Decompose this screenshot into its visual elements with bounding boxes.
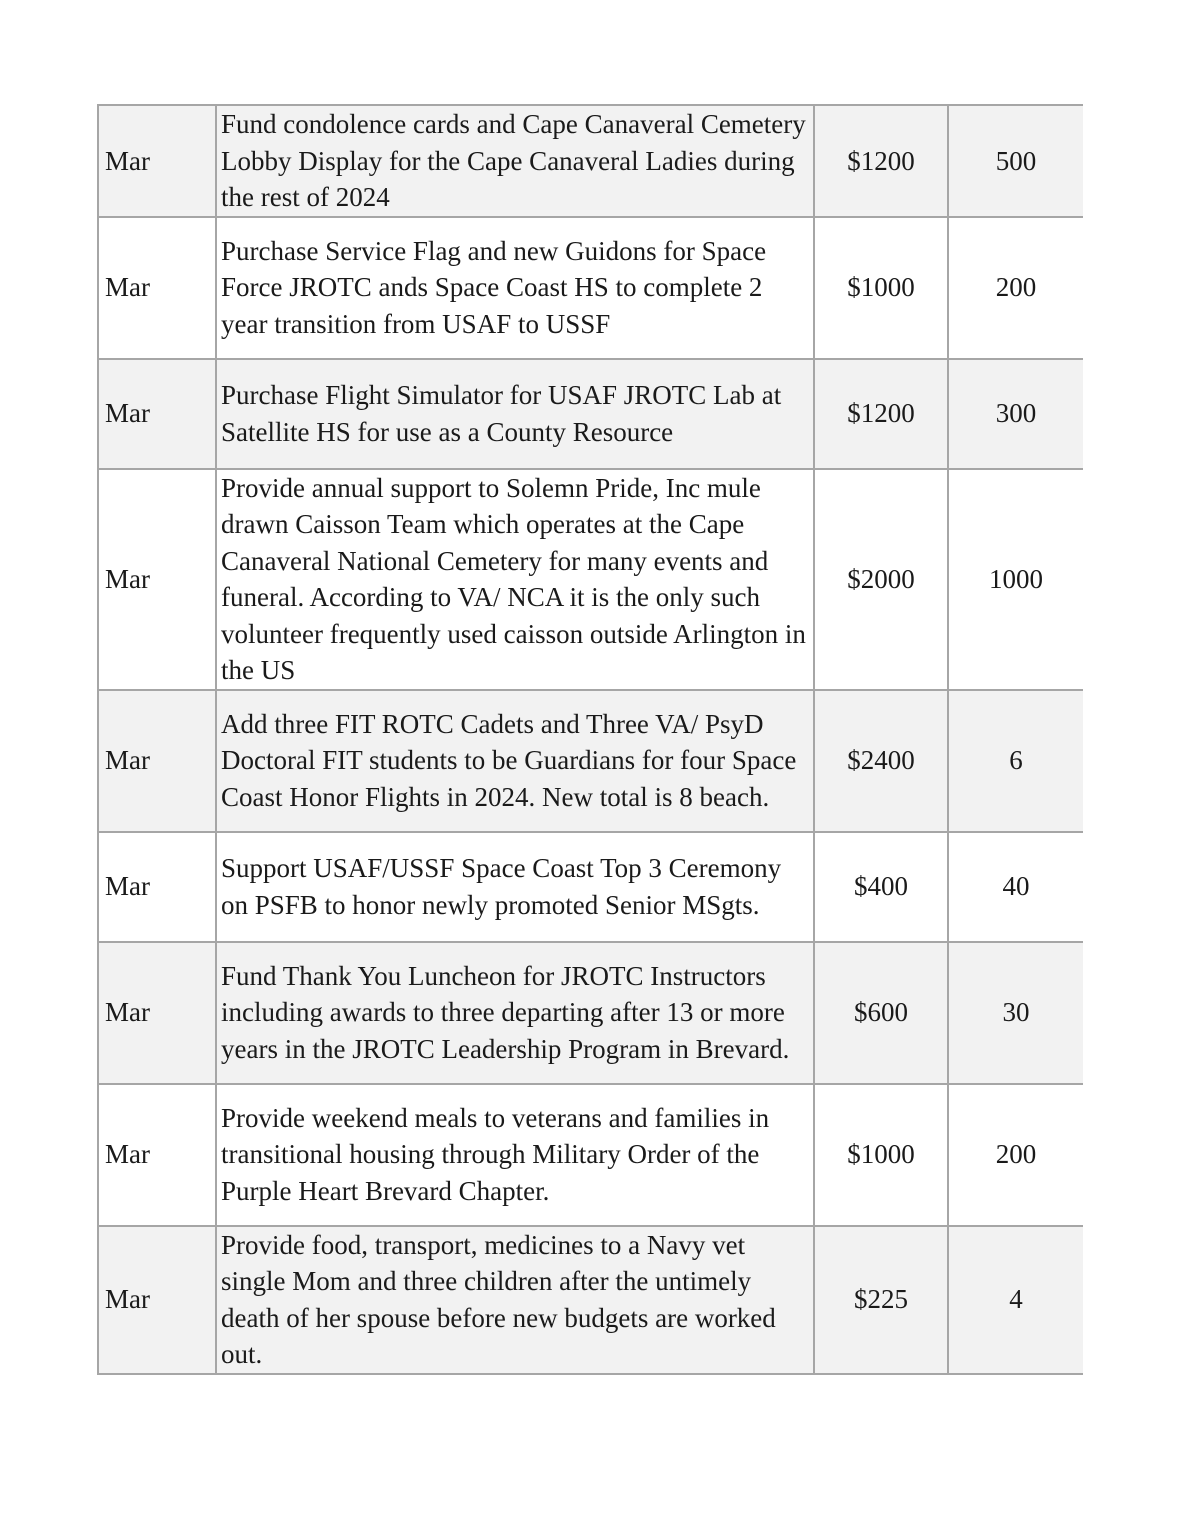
row-description <box>216 469 814 690</box>
row-description-text: Support USAF/USSF Space Coast Top 3 Ceremony on PSFB to honor newly promoted Senior MSgts. <box>221 853 782 920</box>
row-count: 300 <box>948 359 1083 469</box>
row-amount: $1000 <box>814 1084 948 1226</box>
row-month: Mar <box>98 832 216 942</box>
row-description-text: Add three FIT ROTC Cadets and Three VA/ PsyD Doctoral FIT students to be Guardians for four Space Coast Honor Flights in 2024. New total is 8 beach. <box>221 708 797 812</box>
table-row <box>98 1084 1083 1226</box>
row-amount: $1200 <box>814 359 948 469</box>
row-month: Mar <box>98 942 216 1084</box>
table-row <box>98 832 1083 942</box>
row-description-text: Purchase Flight Simulator for USAF JROTC Lab at Satellite HS for use as a County Resource <box>221 380 782 447</box>
row-count: 1000 <box>948 469 1083 690</box>
table-row <box>98 1226 1083 1374</box>
table-row <box>98 359 1083 469</box>
row-description <box>216 690 814 832</box>
row-description-text: Provide weekend meals to veterans and families in transitional housing through Military Order of the Purple Heart Brevard Chapter. <box>221 1102 770 1206</box>
row-count: 200 <box>948 1084 1083 1226</box>
row-count: 40 <box>948 832 1083 942</box>
row-description <box>216 105 814 217</box>
row-amount: $1000 <box>814 217 948 359</box>
row-description <box>216 217 814 359</box>
row-amount: $600 <box>814 942 948 1084</box>
table-row <box>98 105 1083 217</box>
table-row <box>98 469 1083 690</box>
table-row <box>98 217 1083 359</box>
row-month: Mar <box>98 1084 216 1226</box>
row-description-text: Provide annual support to Solemn Pride, Inc mule drawn Caisson Team which operates at the Cape Canaveral National Cemetery for many events and funeral. According to VA/ NCA it is the only such volunteer frequently used caisson outside Arlington in the US <box>221 472 806 685</box>
row-count: 200 <box>948 217 1083 359</box>
row-month: Mar <box>98 105 216 217</box>
row-month: Mar <box>98 359 216 469</box>
row-count: 30 <box>948 942 1083 1084</box>
row-description <box>216 1226 814 1374</box>
row-month: Mar <box>98 217 216 359</box>
row-description-text: Fund condolence cards and Cape Canaveral Cemetery Lobby Display for the Cape Canaveral Ladies during the rest of 2024 <box>221 109 806 212</box>
row-description <box>216 1084 814 1226</box>
row-description <box>216 359 814 469</box>
row-description-text: Fund Thank You Luncheon for JROTC Instructors including awards to three departing after 13 or more years in the JROTC Leadership Program in Brevard. <box>221 960 790 1064</box>
row-amount: $2400 <box>814 690 948 832</box>
row-count: 4 <box>948 1226 1083 1374</box>
row-description-text: Provide food, transport, medicines to a Navy vet single Mom and three children after the untimely death of her spouse before new budgets are worked out. <box>221 1229 776 1369</box>
row-count: 6 <box>948 690 1083 832</box>
row-amount: $400 <box>814 832 948 942</box>
row-amount: $2000 <box>814 469 948 690</box>
row-count: 500 <box>948 105 1083 217</box>
table-row <box>98 942 1083 1084</box>
row-description-text: Purchase Service Flag and new Guidons for Space Force JROTC ands Space Coast HS to complete 2 year transition from USAF to USSF <box>221 235 767 339</box>
table-row <box>98 690 1083 832</box>
row-description <box>216 832 814 942</box>
grants-table <box>97 104 1083 1375</box>
row-month: Mar <box>98 1226 216 1374</box>
row-month: Mar <box>98 690 216 832</box>
row-description <box>216 942 814 1084</box>
row-amount: $225 <box>814 1226 948 1374</box>
row-amount: $1200 <box>814 105 948 217</box>
row-month: Mar <box>98 469 216 690</box>
